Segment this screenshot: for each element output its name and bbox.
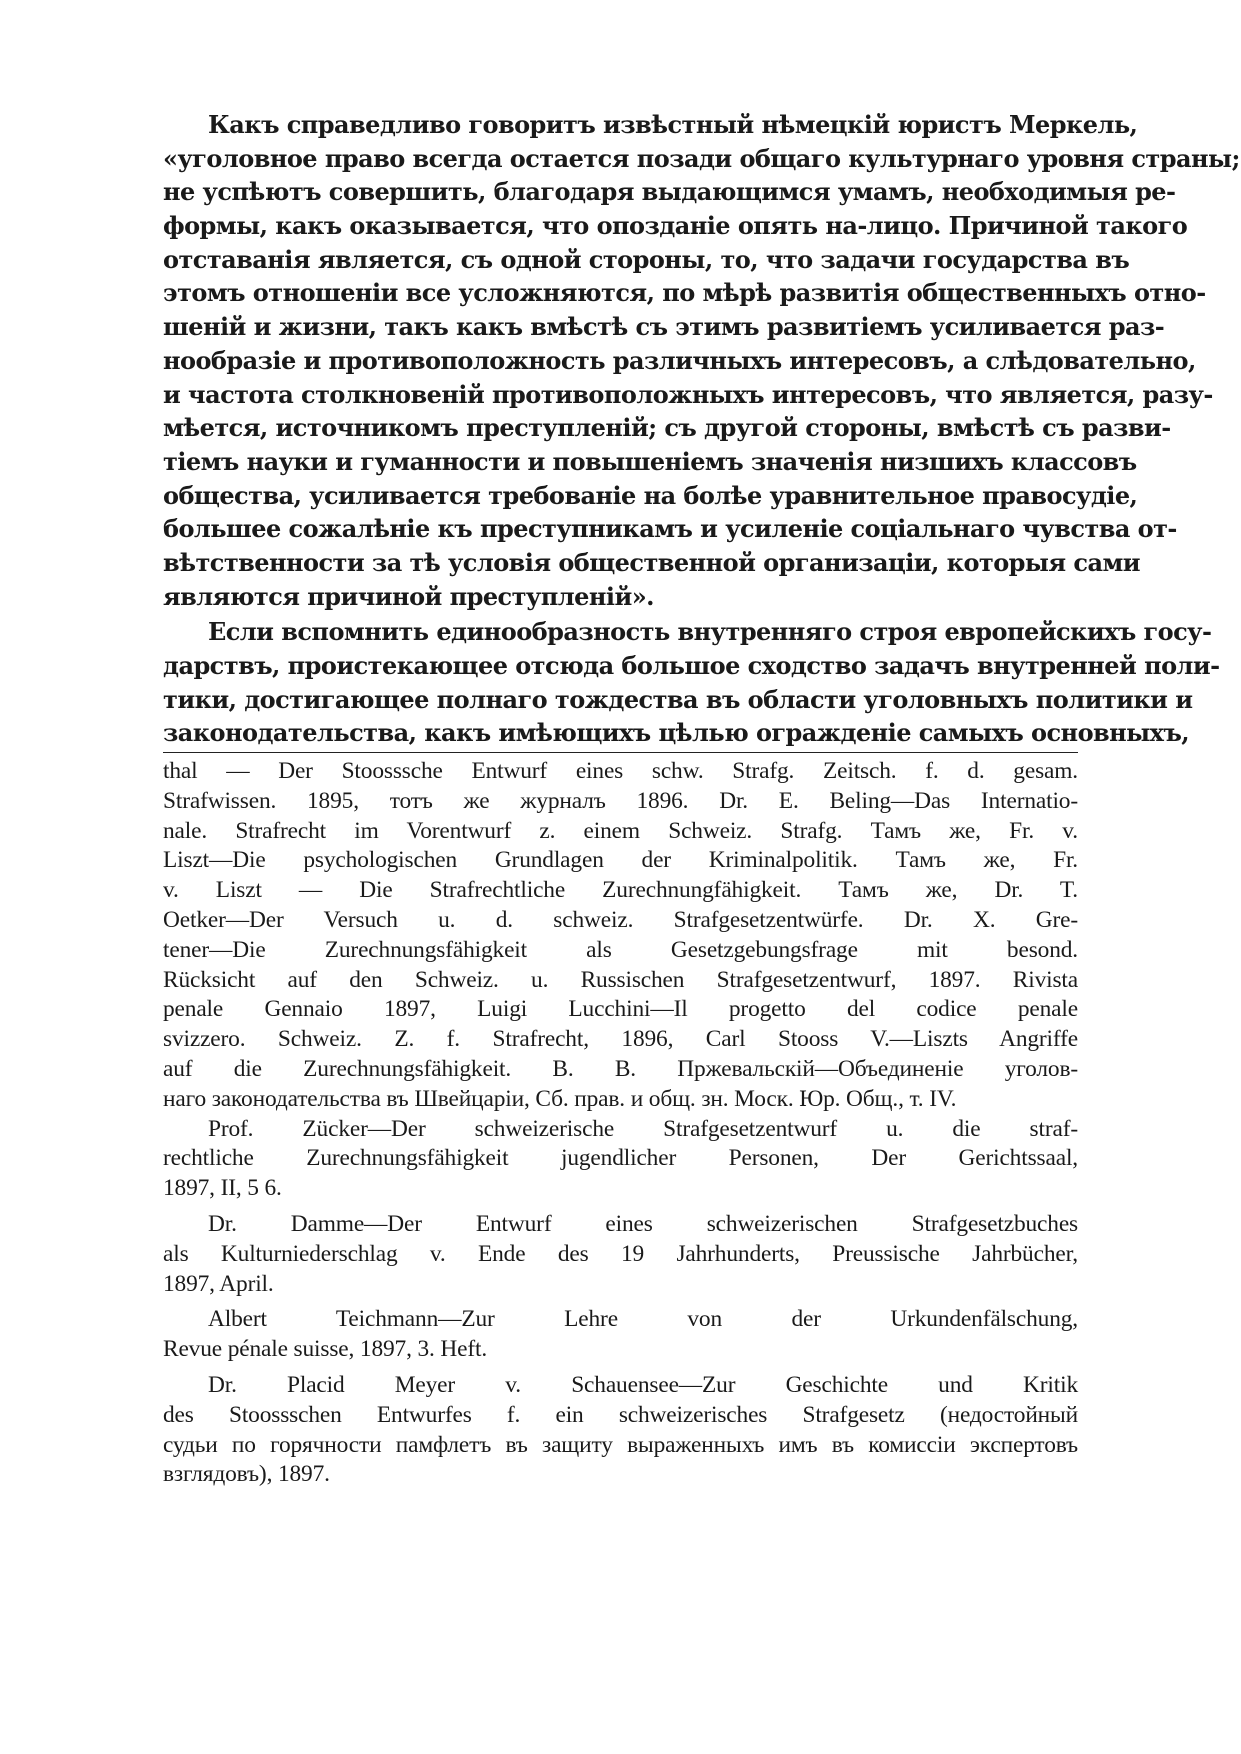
text-line: формы, какъ оказывается, что опозданіе опять на-лицо. Причиной такого [163, 211, 1188, 241]
footnote-line: судьи по горячности памфлетъ въ защиту выраженныхъ имъ въ комиссіи экспертовъ [163, 1431, 1078, 1458]
footnote-line: tener—Die Zurechnungsfähigkeit als Gesetzgebungsfrage mit besond. [163, 936, 1078, 963]
footnote-line: Dr. Damme—Der Entwurf eines schweizerischen Strafgesetzbuches [208, 1211, 1078, 1238]
footnotes [163, 757, 1078, 1490]
page [163, 108, 1240, 1490]
text-line: Если вспомнить единообразность внутренняго строя европейскихъ госу- [208, 617, 1212, 647]
text-line: «уголовное право всегда остается позади общаго культурнаго уровня страны; [163, 143, 1240, 173]
footnote-line: Strafwissen. 1895, тотъ же журналъ 1896. Dr. E. Beling—Das Internatio- [163, 787, 1078, 814]
text-line: отставанія является, съ одной стороны, то, что задачи государства въ [163, 244, 1130, 274]
footnote-line: Rücksicht auf den Schweiz. u. Russischen Strafgesetzentwurf, 1897. Rivista [163, 966, 1078, 993]
footnote-line: svizzero. Schweiz. Z. f. Strafrecht, 1896, Carl Stooss V.—Liszts Angriffe [163, 1026, 1078, 1053]
text-line: законодательства, какъ имѣющихъ цѣлью огражденіе самыхъ основныхъ, [163, 718, 1190, 748]
footnote-line: auf die Zurechnungsfähigkeit. В. В. Пржевальскій—Объединеніе уголов- [163, 1056, 1078, 1083]
text-line: вѣтственности за тѣ условія общественной организаціи, которыя сами [163, 547, 1141, 577]
footnote-line: Liszt—Die psychologischen Grundlagen der Kriminalpolitik. Тамъ же, Fr. [163, 847, 1078, 874]
text-line: не успѣютъ совершить, благодаря выдающимся умамъ, необходимыя ре- [163, 177, 1176, 207]
footnote-line: Revue pénale suisse, 1897, 3. Heft. [163, 1336, 488, 1363]
footnote-divider [163, 752, 1078, 753]
text-line: тіемъ науки и гуманности и повышеніемъ значенія низшихъ классовъ [163, 446, 1137, 476]
footnote-line: penale Gennaio 1897, Luigi Lucchini—Il progetto del codice penale [163, 996, 1078, 1023]
text-line: дарствъ, проистекающее отсюда большое сходство задачъ внутренней поли- [163, 651, 1220, 680]
text-line: большее сожалѣніе къ преступникамъ и усиленіе соціальнаго чувства от- [163, 514, 1177, 544]
text-line: шеній и жизни, такъ какъ вмѣстѣ съ этимъ развитіемъ усиливается раз- [163, 312, 1165, 342]
text-line: нообразіе и противоположность различныхъ интересовъ, а слѣдовательно, [163, 345, 1196, 375]
footnote-line: Prof. Zücker—Der schweizerische Strafgesetzentwurf u. die straf- [208, 1115, 1078, 1142]
body-text [163, 108, 1240, 750]
footnote-line: nale. Strafrecht im Vorentwurf z. einem Schweiz. Strafg. Тамъ же, Fr. v. [163, 817, 1078, 844]
footnote-line: v. Liszt — Die Strafrechtliche Zurechnungfähigkeit. Тамъ же, Dr. T. [163, 877, 1078, 904]
text-line: мѣется, источникомъ преступленій; съ другой стороны, вмѣстѣ съ разви- [163, 413, 1171, 443]
text-line: и частота столкновеній противоположныхъ интересовъ, что является, разу- [163, 379, 1213, 409]
footnote-line: als Kulturniederschlag v. Ende des 19 Jahrhunderts, Preussische Jahrbücher, [163, 1240, 1078, 1267]
footnote-line: взглядовъ), 1897. [163, 1461, 330, 1488]
footnote-line: Dr. Placid Meyer v. Schauensee—Zur Geschichte und Kritik [208, 1372, 1078, 1398]
footnote-line: 1897, April. [163, 1270, 274, 1297]
text-line: общества, усиливается требованіе на болѣе уравнительное правосудіе, [163, 480, 1138, 510]
text-line: тики, достигающее полнаго тождества въ области уголовныхъ политики и [163, 684, 1193, 714]
footnote-line: Albert Teichmann—Zur Lehre von der Urkundenfälschung, [208, 1306, 1078, 1333]
text-line: являются причиной преступленій». [163, 581, 654, 611]
footnote-line: 1897, II, 5 6. [163, 1175, 282, 1202]
footnote-line: наго законодательства въ Швейцаріи, Сб. прав. и общ. зн. Моск. Юр. Общ., т. IV. [163, 1085, 957, 1112]
text-line: Какъ справедливо говоритъ извѣстный нѣмецкій юристъ Меркель, [208, 110, 1138, 139]
footnote-line: thal — Der Stoosssche Entwurf eines schw. Strafg. Zeitsch. f. d. gesam. [163, 758, 1078, 785]
footnote-line: des Stoossschen Entwurfes f. ein schweizerisches Strafgesetz (недостойный [163, 1401, 1078, 1428]
text-line: этомъ отношеніи все усложняются, по мѣрѣ развитія общественныхъ отно- [163, 278, 1206, 308]
footnote-line: rechtliche Zurechnungsfähigkeit jugendlicher Personen, Der Gerichtssaal, [163, 1145, 1078, 1172]
footnote-line: Oetker—Der Versuch u. d. schweiz. Strafgesetzentwürfe. Dr. X. Gre- [163, 907, 1078, 934]
